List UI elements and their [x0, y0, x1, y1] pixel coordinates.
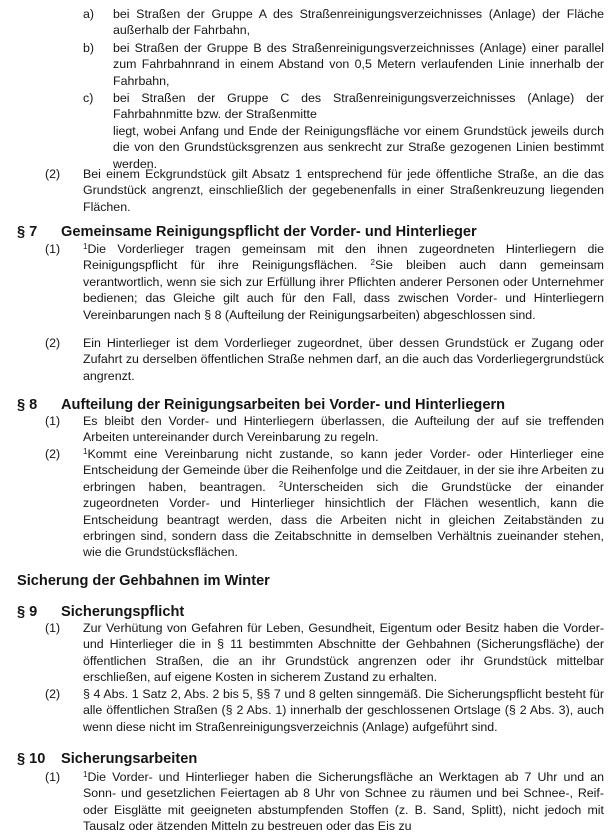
- section-number: § 8: [17, 397, 38, 413]
- list-continuation: liegt, wobei Anfang und Ende der Reinigungsfläche vor einem Grundstück jeweils durch die von den Grundstücksgrenzen aus senkrecht zur Straße gezogenen Linien bestimmt werden.: [113, 124, 604, 171]
- sentence-number: 1: [83, 447, 88, 456]
- list-label: a): [83, 7, 95, 21]
- paragraph-text: Zur Verhütung von Gefahren für Leben, Gesundheit, Eigentum oder Besitz haben die Vorder- und Hinterlieger die in § 11 bestimmten Abschnitte der Gehbahnen (Sicherungsfläche) der öffentlichen Straßen, die an ihr Grundstück angrenzen oder ihr Grundstück mittelbar erschließen, auf eigene Kosten in sicherem Zustand zu erhalten.: [83, 621, 604, 685]
- section-number: § 9: [17, 604, 38, 620]
- paragraph-text: Ein Hinterlieger ist dem Vorderlieger zugeordnet, über dessen Grundstück er Zugang oder Zufahrt zu derselben öffentlichen Straße nehmen darf, an die auch das Vorderliegergrundstück angrenzt.: [83, 336, 604, 383]
- paragraph-number: (2): [45, 167, 61, 181]
- list-label: b): [83, 41, 95, 55]
- section-10-heading: [17, 751, 197, 767]
- paragraph-text: Es bleibt den Vorder- und Hinterliegern überlassen, die Aufteilung der auf sie treffenden Arbeiten untereinander durch Vereinbarung zu regeln.: [83, 414, 604, 445]
- paragraph-number: (1): [45, 621, 61, 635]
- paragraph-number: (2): [45, 687, 61, 701]
- sentence-number: 2: [370, 258, 375, 268]
- paragraph-text: Bei einem Eckgrundstück gilt Absatz 1 entsprechend für jede öffentliche Straße, an die das Grundstück angrenzt, einschließlich der gegebenenfalls in einer Straßenkreuzung liegenden Flächen.: [83, 167, 604, 214]
- paragraph-number: (2): [45, 447, 61, 461]
- sentence-number: 1: [83, 242, 88, 251]
- paragraph-text: $^1$Die Vorderlieger tragen gemeinsam mit den ihnen zugeordneten Hinterliegern die Reinigungspflicht für ihre Reinigungsflächen. $^2$Sie bleiben auch dann gemeinsam verantwortlich, wenn sie sich zur Erfüllung ihrer Pflichten anderer Personen oder Unternehmer bedienen; das Gleiche gilt auch für den Fall, dass zwischen Vorder- und Hinterliegern Vereinbarungen nach § 8 (Aufteilung der Reinigungsarbeiten) abgeschlossen sind.: [83, 242, 604, 322]
- sentence-number: 1: [83, 770, 88, 779]
- section-number: § 7: [17, 224, 38, 240]
- list-label: c): [83, 91, 94, 105]
- section-number: § 10: [17, 751, 46, 767]
- section-title: Sicherungsarbeiten: [61, 751, 198, 767]
- sentence-number: 2: [278, 479, 284, 489]
- section-title: Gemeinsame Reinigungspflicht der Vorder- und Hinterlieger: [61, 224, 477, 240]
- paragraph-number: (1): [45, 242, 61, 256]
- paragraph-text: $^1$Kommt eine Vereinbarung nicht zustande, so kann jeder Vorder- oder Hinterlieger eine Entscheidung der Gemeinde über die Reihenfolge und die Zeitdauer, in der sie ihre Arbeiten zu erbringen haben, beantragen. $^2$Unterscheiden sich die Grundstücke der einander zugeordneten Vorder- und Hinterlieger hinsichtlich der Flächen wesentlich, kann die Entscheidung beantragt werden, dass die Arbeiten nicht in gleichen Zeitabständen zu erbringen sind, sondern dass die Zeitabschnitte in demselben Verhältnis zueinander stehen, wie die Grundstücksflächen.: [83, 447, 604, 560]
- list-text: bei Straßen der Gruppe C des Straßenreinigungsverzeichnisses (Anlage) der Fahrbahnmitte bzw. der Straßenmitte: [113, 91, 604, 122]
- section-7-heading: [17, 224, 477, 240]
- section-8-heading: [17, 397, 505, 413]
- section-9-heading: [17, 604, 184, 620]
- paragraph-text: § 4 Abs. 1 Satz 2, Abs. 2 bis 5, §§ 7 und 8 gelten sinngemäß. Die Sicherungspflicht besteht für alle öffentlichen Straßen (§ 2 Abs. 1) innerhalb der geschlossenen Ortslage (§ 2 Abs. 3), auch wenn diese nicht im Straßenreinigungsverzeichnis (Anlage) aufgeführt sind.: [83, 687, 604, 734]
- section-title: Aufteilung der Reinigungsarbeiten bei Vorder- und Hinterliegern: [61, 397, 506, 413]
- section-title: Sicherungspflicht: [61, 604, 185, 620]
- part-title: Sicherung der Gehbahnen im Winter: [17, 573, 270, 589]
- paragraph-text: $^1$Die Vorder- und Hinterlieger haben die Sicherungsfläche an Werktagen ab 7 Uhr und an Sonn- und gesetzlichen Feiertagen ab 8 Uhr von Schnee zu räumen und bei Schnee-, Reif- oder Eisglätte mit geeigneten abstumpfenden Stoffen (z. B. Sand, Splitt), nicht jedoch mit Tausalz oder ätzenden Mitteln zu bestreuen oder das Eis zu: [83, 770, 604, 834]
- list-text: bei Straßen der Gruppe A des Straßenreinigungsverzeichnisses (Anlage) der Fläche außerhalb der Fahrbahn,: [113, 7, 604, 38]
- list-text: bei Straßen der Gruppe B des Straßenreinigungsverzeichnisses (Anlage) einer parallel zum Fahrbahnrand in einem Abstand von 0,5 Metern verlaufenden Linie innerhalb der Fahrbahn,: [113, 41, 604, 88]
- paragraph-number: (1): [45, 770, 61, 784]
- paragraph-number: (2): [45, 336, 61, 350]
- paragraph-number: (1): [45, 414, 61, 428]
